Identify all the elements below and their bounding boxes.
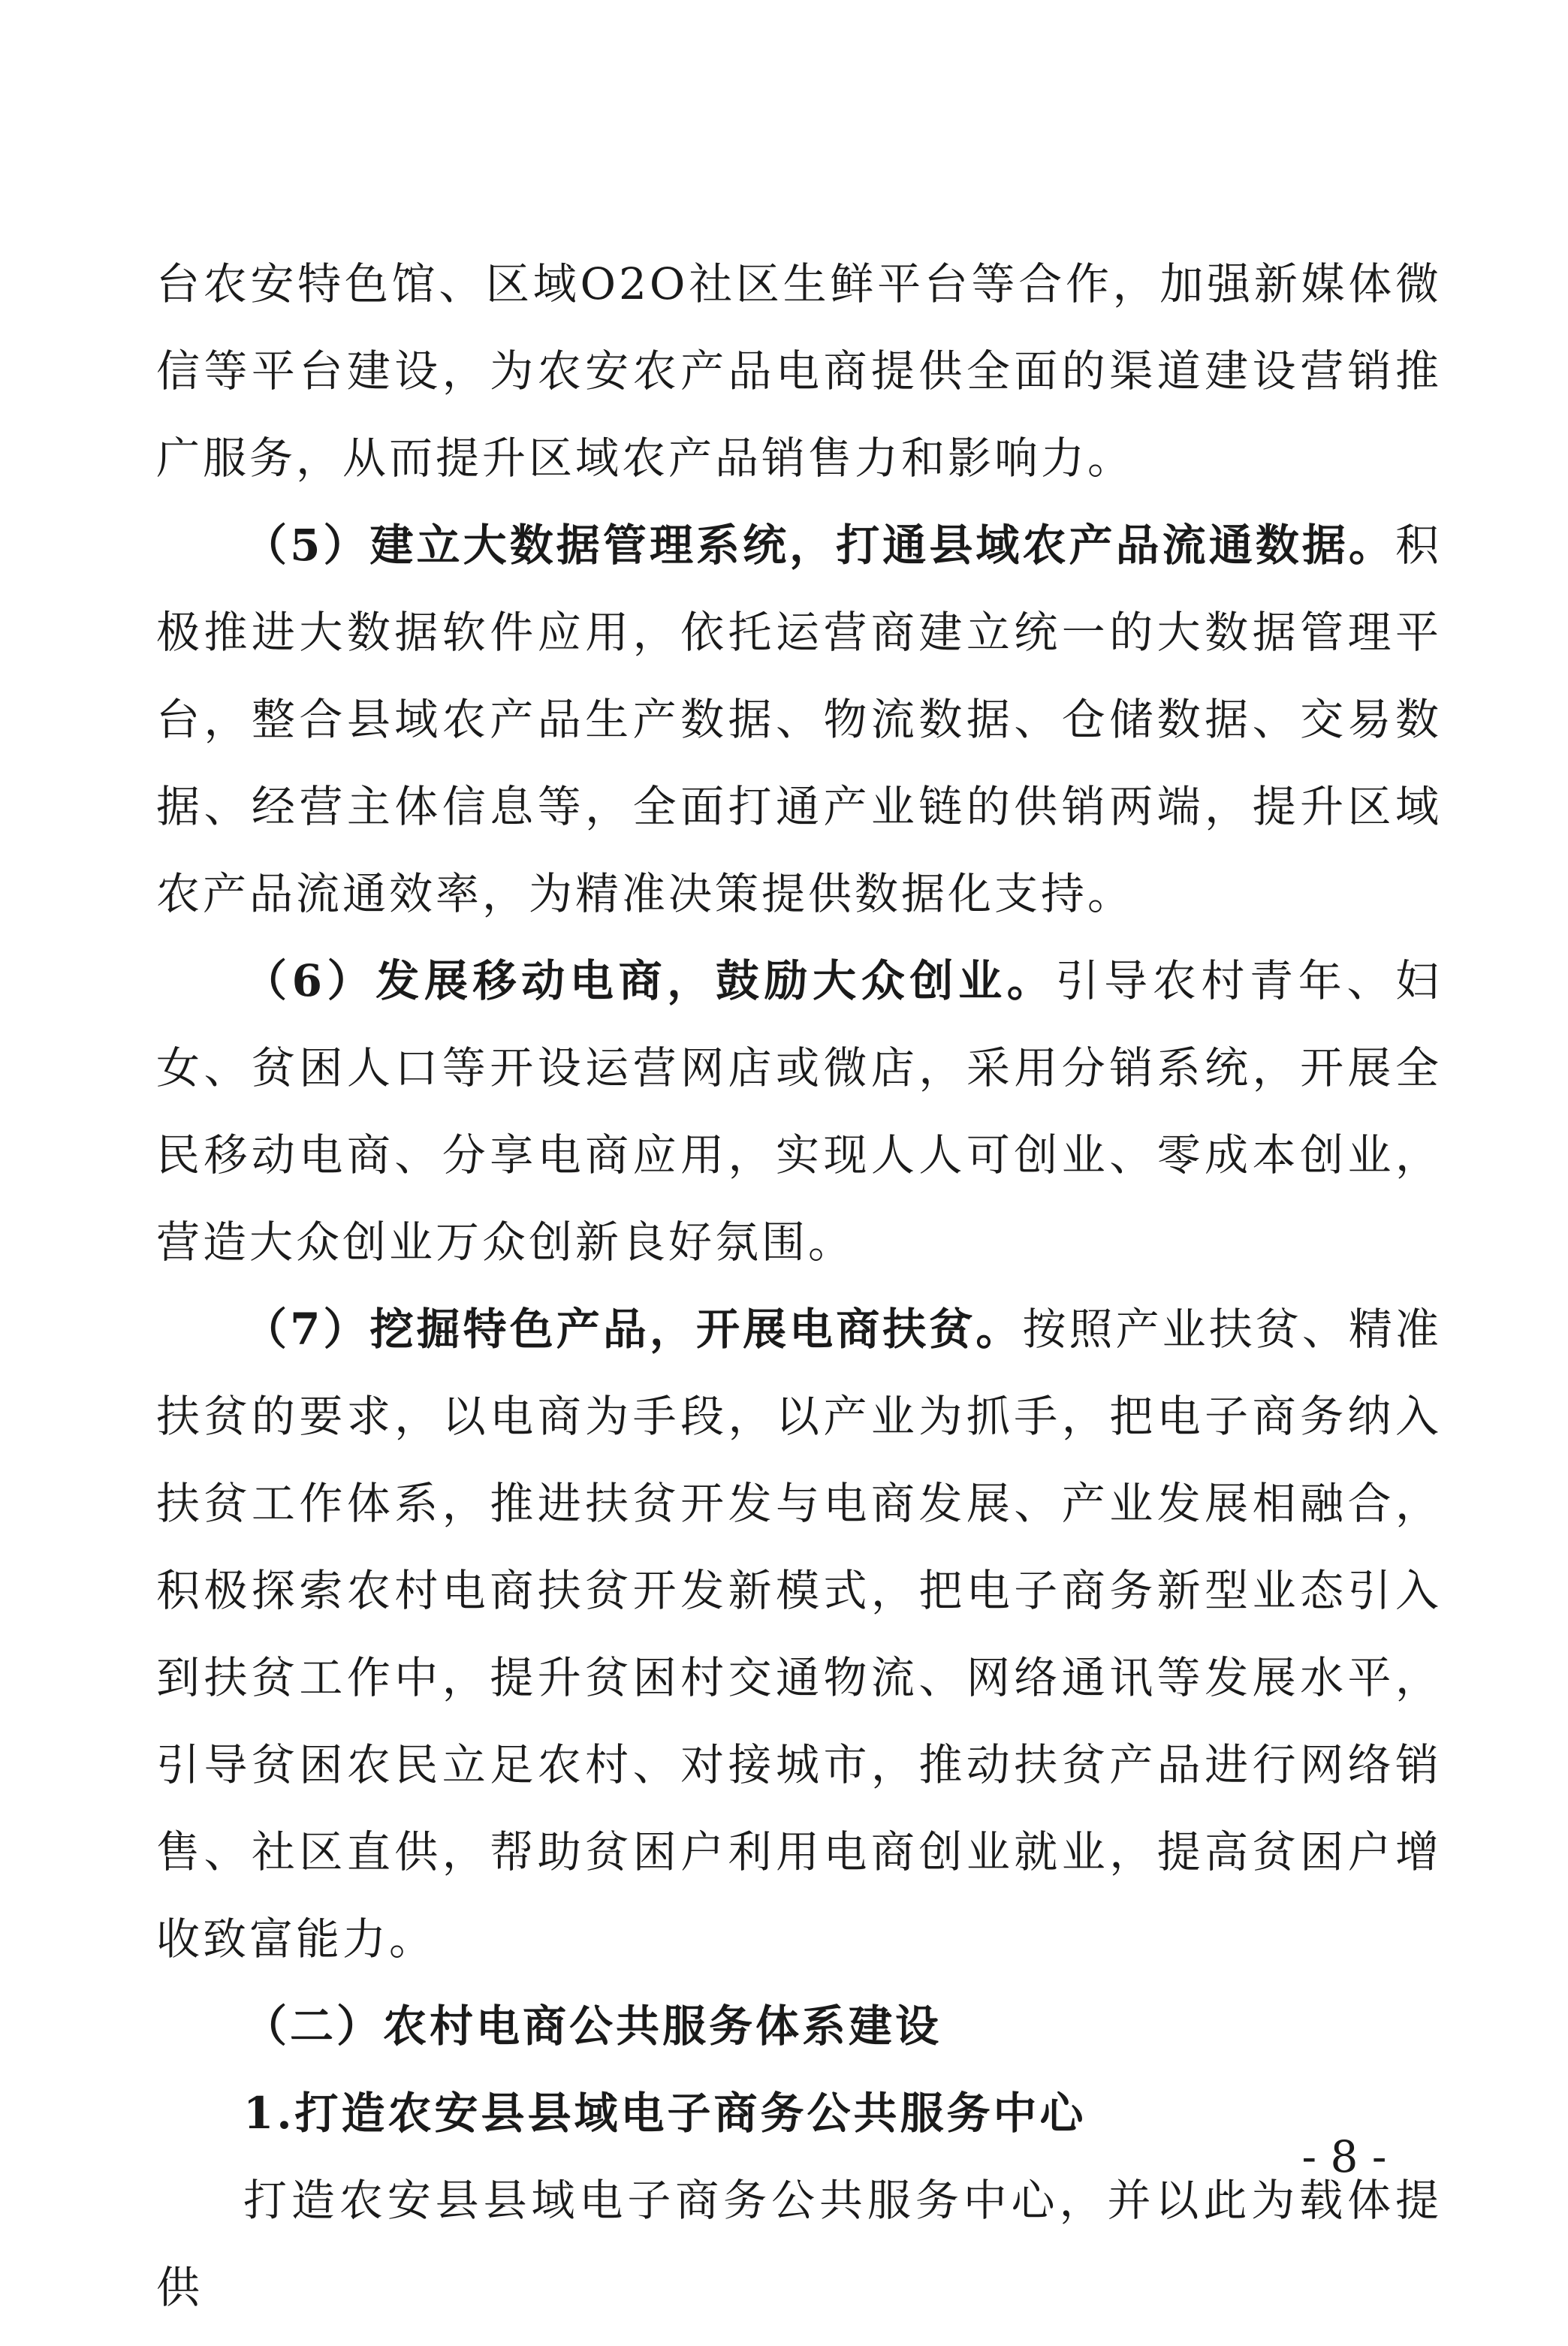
body-text bbox=[156, 240, 1442, 2331]
paragraph-body: 积极推进大数据软件应用，依托运营商建立统一的大数据管理平台，整合县域农产品生产数据、物流数据、仓储数据、交易数据、经营主体信息等，全面打通产业链的供销两端，提升区域农产品流通效率，为精准决策提供数据化支持。 bbox=[156, 520, 1442, 919]
section-heading: （二）农村电商公共服务体系建设 bbox=[243, 2001, 942, 2052]
subsection-heading: 1.打造农安县县域电子商务公共服务中心 bbox=[243, 2088, 1087, 2139]
paragraph-final: 打造农安县县域电子商务公共服务中心，并以此为载体提供 bbox=[156, 2175, 1442, 2313]
paragraph-mobile-ecommerce bbox=[156, 937, 1442, 1286]
paragraph-lead: （7）挖掘特色产品，开展电商扶贫。 bbox=[243, 1304, 1023, 1355]
paragraph-lead: （5）建立大数据管理系统，打通县域农产品流通数据。 bbox=[243, 520, 1395, 571]
paragraph-body: 按照产业扶贫、精准扶贫的要求，以电商为手段，以产业为抓手，把电子商务纳入扶贫工作体系，推进扶贫开发与电商发展、产业发展相融合，积极探索农村电商扶贫开发新模式，把电子商务新型业态引入到扶贫工作中，提升贫困村交通物流、网络通讯等发展水平，引导贫困农民立足农村、对接城市，推动扶贫产品进行网络销售、社区直供，帮助贫困户利用电商创业就业，提高贫困户增收致富能力。 bbox=[156, 1304, 1442, 1965]
paragraph-big-data bbox=[156, 502, 1442, 937]
paragraph-lead: （6）发展移动电商，鼓励大众创业。 bbox=[243, 955, 1056, 1006]
page-number: - 8 - bbox=[1301, 2131, 1387, 2182]
paragraph-body: 台农安特色馆、区域O2O社区生鲜平台等合作，加强新媒体微信等平台建设，为农安农产品电商提供全面的渠道建设营销推广服务，从而提升区域农产品销售力和影响力。 bbox=[156, 258, 1442, 484]
paragraph-continuation bbox=[156, 240, 1442, 502]
paragraph-body: 引导农村青年、妇女、贫困人口等开设运营网店或微店，采用分销系统，开展全民移动电商、分享电商应用，实现人人可创业、零成本创业，营造大众创业万众创新良好氛围。 bbox=[156, 955, 1442, 1268]
paragraph-poverty-alleviation bbox=[156, 1286, 1442, 1983]
